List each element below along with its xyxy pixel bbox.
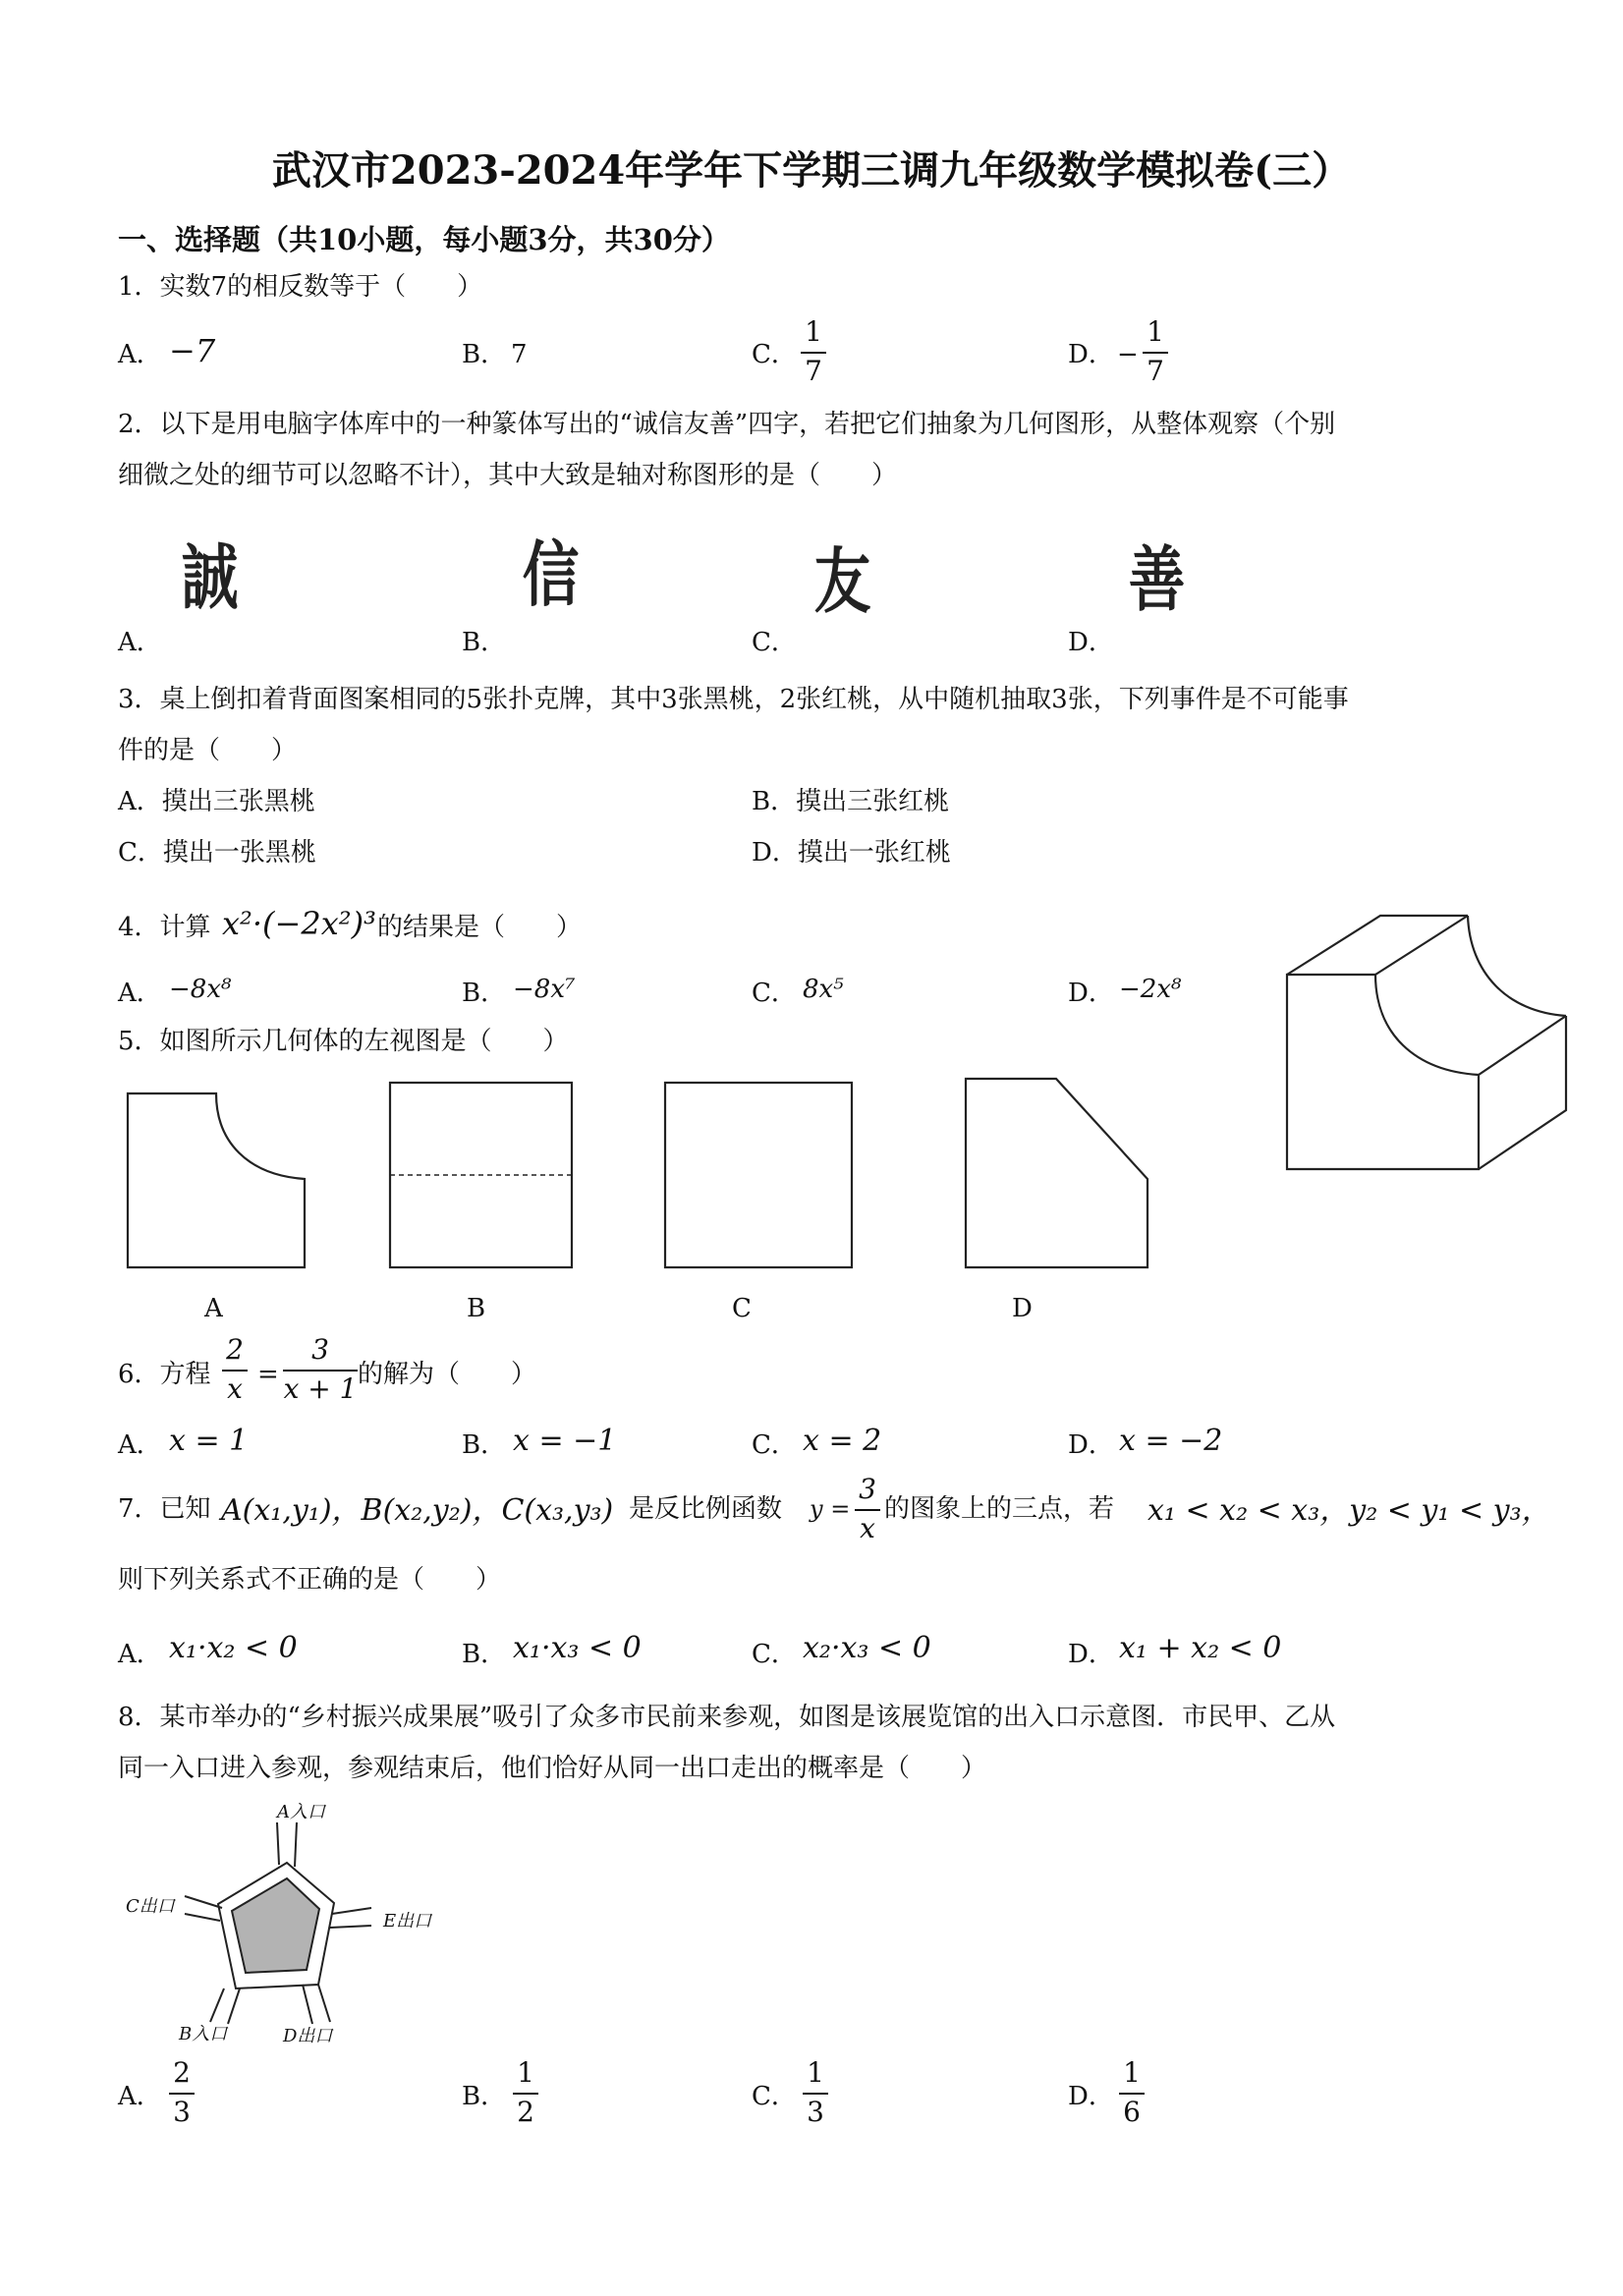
q2-option-a-label: A． bbox=[118, 628, 162, 657]
q8-d-denominator: 6 bbox=[1123, 2096, 1141, 2128]
q8-stem-line2: 同一入口进入参观，参观结束后，他们恰好从同一出口走出的概率是（ ） bbox=[118, 1754, 987, 1783]
q6-option-c-value: x = 2 bbox=[803, 1424, 882, 1458]
q1-stem: 1．实数7的相反数等于（ ） bbox=[118, 272, 483, 302]
q8-option-b-fraction bbox=[513, 2057, 538, 2128]
q4-expression: x²·(−2x²)³ bbox=[222, 905, 376, 942]
q4-option-b-value: −8x⁷ bbox=[513, 975, 576, 1004]
q8-label-a-entrance: A入口 bbox=[277, 1802, 325, 1822]
q7-option-d-label: D． bbox=[1068, 1640, 1114, 1669]
q4-option-d-value: −2x⁸ bbox=[1119, 975, 1182, 1004]
q8-hall-pentagon bbox=[232, 1878, 319, 1973]
q2-stem-line2: 细微之处的细节可以忽略不计），其中大致是轴对称图形的是（ ） bbox=[118, 461, 898, 490]
q4-option-c-value: 8x⁵ bbox=[803, 975, 844, 1004]
q2-option-d-label: D． bbox=[1068, 628, 1114, 657]
q1-option-d-sign: − bbox=[1117, 340, 1139, 369]
q8-stem-line1: 8．某市举办的“乡村振兴成果展”吸引了众多市民前来参观，如图是该展览馆的出入口示意图．市民甲、乙从 bbox=[118, 1703, 1336, 1732]
q6-left-numerator: 2 bbox=[226, 1333, 244, 1366]
q8-c-denominator: 3 bbox=[807, 2096, 824, 2128]
q8-label-c-exit: C出口 bbox=[126, 1896, 175, 1917]
q4-stem-pre: 4．计算 bbox=[118, 913, 211, 942]
q4-stem-post: 的结果是（ ） bbox=[377, 913, 583, 942]
q5-label-c: C bbox=[732, 1294, 752, 1323]
q8-path-a-right bbox=[295, 1822, 297, 1867]
q3-option-b: B．摸出三张红桃 bbox=[752, 787, 950, 816]
q2-option-b-label: B． bbox=[462, 628, 507, 657]
q4-option-c-label: C． bbox=[752, 979, 797, 1008]
q8-option-c-fraction bbox=[803, 2057, 828, 2128]
q6-left-denominator: x bbox=[227, 1372, 243, 1405]
q6-option-b-label: B． bbox=[462, 1430, 507, 1460]
q8-a-denominator: 3 bbox=[173, 2096, 191, 2128]
q8-path-d-right bbox=[318, 1985, 330, 2022]
q2-option-b-seal-char: 信 bbox=[522, 533, 577, 616]
q6-option-a-value: x = 1 bbox=[169, 1424, 249, 1458]
q6-option-d-label: D． bbox=[1068, 1430, 1114, 1460]
q8-option-d-label: D． bbox=[1068, 2082, 1114, 2111]
q8-path-b-left bbox=[210, 1988, 224, 2022]
q7-points: A(x₁,y₁)，B(x₂,y₂)，C(x₃,y₃) bbox=[221, 1493, 614, 1528]
q4-option-a-value: −8x⁸ bbox=[169, 975, 232, 1004]
q8-label-d-exit: D出口 bbox=[283, 2026, 333, 2046]
q8-option-a-label: A． bbox=[118, 2082, 162, 2111]
q6-option-b-value: x = −1 bbox=[513, 1424, 617, 1458]
page-title: 武汉市2023-2024年学年下学期三调九年级数学模拟卷(三） bbox=[271, 147, 1352, 194]
q5-label-d: D bbox=[1012, 1294, 1033, 1323]
q2-stem-line1: 2．以下是用电脑字体库中的一种篆体写出的“诚信友善”四字，若把它们抽象为几何图形，从整体观察（个别 bbox=[118, 410, 1336, 439]
q1-d-denominator: 7 bbox=[1147, 355, 1164, 387]
q1-option-a-label: A． bbox=[118, 340, 162, 369]
q6-option-d-value: x = −2 bbox=[1119, 1424, 1223, 1458]
q2-option-a-seal-char: 誠 bbox=[181, 536, 236, 619]
q3-stem-line2: 件的是（ ） bbox=[118, 736, 298, 765]
q7-function-lhs: y = bbox=[810, 1495, 851, 1523]
q7-stem-line2: 则下列关系式不正确的是（ ） bbox=[118, 1565, 502, 1595]
q4-option-a-label: A． bbox=[118, 979, 162, 1008]
q5-stem: 5．如图所示几何体的左视图是（ ） bbox=[118, 1027, 569, 1056]
q6-option-c-label: C． bbox=[752, 1430, 797, 1460]
q8-path-c-bottom bbox=[185, 1914, 220, 1921]
q1-option-d-label: D． bbox=[1068, 340, 1114, 369]
q7-option-b-label: B． bbox=[462, 1640, 507, 1669]
q7-option-a-label: A． bbox=[118, 1640, 162, 1669]
q1-option-c-label: C． bbox=[752, 340, 797, 369]
q1-c-numerator: 1 bbox=[805, 315, 822, 348]
q8-option-b-label: B． bbox=[462, 2082, 507, 2111]
q6-right-numerator: 3 bbox=[311, 1333, 329, 1366]
section-heading: 一、选择题（共10小题，每小题3分，共30分） bbox=[118, 223, 730, 256]
q6-equals: = bbox=[257, 1360, 279, 1389]
q8-c-numerator: 1 bbox=[807, 2056, 824, 2089]
q3-option-d: D．摸出一张红桃 bbox=[752, 838, 951, 868]
q4-option-d-label: D． bbox=[1068, 979, 1114, 1008]
q8-a-numerator: 2 bbox=[173, 2056, 191, 2089]
q6-stem-pre: 6．方程 bbox=[118, 1360, 211, 1389]
q7-stem-mid: 是反比例函数 bbox=[629, 1494, 783, 1524]
q8-label-b-entrance: B入口 bbox=[179, 2024, 228, 2044]
q2-option-c-seal-char: 友 bbox=[813, 540, 868, 623]
q7-fn-numerator: 3 bbox=[859, 1473, 876, 1505]
q1-option-b-value: 7 bbox=[511, 340, 528, 369]
q3-option-a: A．摸出三张黑桃 bbox=[118, 787, 315, 816]
q8-option-d-fraction bbox=[1119, 2057, 1145, 2128]
q8-option-c-label: C． bbox=[752, 2082, 797, 2111]
q7-option-b-value: x₁·x₃ < 0 bbox=[513, 1631, 642, 1665]
q8-path-a-left bbox=[277, 1822, 279, 1865]
q8-path-b-right bbox=[228, 1988, 240, 2024]
q2-option-c-label: C． bbox=[752, 628, 797, 657]
q8-path-e-bottom bbox=[330, 1926, 371, 1928]
q3-option-c: C．摸出一张黑桃 bbox=[118, 838, 316, 868]
q1-option-a-value: −7 bbox=[169, 332, 216, 369]
q7-option-d-value: x₁ + x₂ < 0 bbox=[1119, 1631, 1282, 1665]
q5-label-a: A bbox=[204, 1294, 223, 1323]
q8-d-numerator: 1 bbox=[1123, 2056, 1141, 2089]
q7-stem-pre: 7．已知 bbox=[118, 1494, 211, 1524]
q6-stem-post: 的解为（ ） bbox=[358, 1360, 537, 1389]
q6-right-denominator: x + 1 bbox=[283, 1372, 358, 1405]
q7-option-c-value: x₂·x₃ < 0 bbox=[803, 1631, 931, 1665]
q5-label-b: B bbox=[467, 1294, 486, 1323]
q8-path-e-top bbox=[332, 1908, 371, 1914]
q8-b-numerator: 1 bbox=[517, 2056, 534, 2089]
q8-option-a-fraction bbox=[169, 2057, 195, 2128]
q8-b-denominator: 2 bbox=[517, 2096, 534, 2128]
q1-c-denominator: 7 bbox=[805, 355, 822, 387]
q3-stem-line1: 3．桌上倒扣着背面图案相同的5张扑克牌，其中3张黑桃，2张红桃，从中随机抽取3张，下列事件是不可能事 bbox=[118, 685, 1349, 714]
q6-option-a-label: A． bbox=[118, 1430, 162, 1460]
q4-option-b-label: B． bbox=[462, 979, 507, 1008]
q7-condition: x₁ < x₂ < x₃，y₂ < y₁ < y₃， bbox=[1147, 1493, 1551, 1528]
q7-option-c-label: C． bbox=[752, 1640, 797, 1669]
q8-label-e-exit: E出口 bbox=[383, 1911, 432, 1932]
q8-path-c-top bbox=[185, 1896, 222, 1908]
q2-option-d-seal-char: 善 bbox=[1128, 538, 1183, 621]
q8-path-d-left bbox=[303, 1985, 312, 2024]
q1-option-b-label: B． bbox=[462, 340, 507, 369]
q1-d-numerator: 1 bbox=[1147, 315, 1164, 348]
q7-option-a-value: x₁·x₂ < 0 bbox=[169, 1631, 298, 1665]
q7-stem-post: 的图象上的三点，若 bbox=[884, 1494, 1115, 1524]
q7-fn-denominator: x bbox=[860, 1512, 875, 1544]
